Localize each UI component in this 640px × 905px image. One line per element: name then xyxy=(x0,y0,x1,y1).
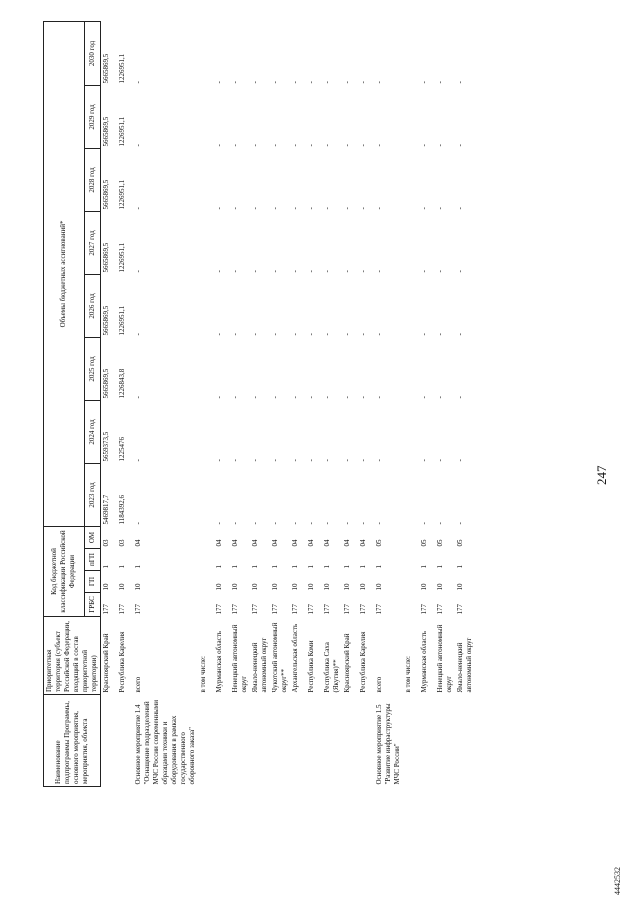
cell-code: 04 xyxy=(291,539,299,547)
cell-value: - xyxy=(134,81,142,84)
cell-value: - xyxy=(215,270,223,273)
cell-value: - xyxy=(271,207,279,210)
cell-value xyxy=(198,463,214,526)
cell-value xyxy=(403,148,419,211)
cell-code: 1 xyxy=(420,565,428,569)
cell-code: 10 xyxy=(134,583,142,591)
cell-territory: Ямало-ненецкий автономный округ xyxy=(251,637,268,693)
cell-value: - xyxy=(291,333,299,336)
cell-value: - xyxy=(359,207,367,210)
cell-value: - xyxy=(215,522,223,525)
cell-value: - xyxy=(134,333,142,336)
cell-code: 04 xyxy=(231,539,239,547)
cell-value: - xyxy=(456,522,464,525)
cell-value: - xyxy=(359,270,367,273)
cell-code: 04 xyxy=(271,539,279,547)
cell-code: 177 xyxy=(343,604,351,615)
cell-code: 05 xyxy=(456,539,464,547)
table-row xyxy=(133,21,198,786)
cell-program-name: Основное мероприятие 1.4 "Оснащение подразделений МЧС России современными образцами техники и оборудования в рамках государственного оборонного заказа" xyxy=(134,700,196,785)
table-row xyxy=(358,21,374,786)
cell-value: 1226951,1 xyxy=(118,116,126,147)
cell-territory: Республика Карелия xyxy=(118,631,126,693)
cell-value: 5665869,5 xyxy=(102,368,110,399)
table-row xyxy=(419,21,435,786)
cell-value xyxy=(198,211,214,274)
table-row xyxy=(270,21,290,786)
cell-code: 05 xyxy=(436,539,444,547)
cell-code: 04 xyxy=(215,539,223,547)
header-year-2024: 2024 год xyxy=(84,400,100,463)
cell-value: 5659373,5 xyxy=(102,431,110,462)
cell-value: - xyxy=(291,396,299,399)
cell-value: - xyxy=(375,270,383,273)
cell-program-name xyxy=(322,695,342,787)
cell-value: - xyxy=(215,81,223,84)
cell-value: - xyxy=(134,207,142,210)
table-row xyxy=(214,21,230,786)
cell-code: 177 xyxy=(251,604,259,615)
table-row xyxy=(403,21,419,786)
cell-value: - xyxy=(271,459,279,462)
cell-value: 5665869,5 xyxy=(102,116,110,147)
cell-value: 5469817,7 xyxy=(102,494,110,525)
header-name: Наименование подпрограммы Программы, основного мероприятия, мероприятия, объекта xyxy=(44,695,101,787)
cell-value: - xyxy=(307,459,315,462)
cell-value: - xyxy=(436,396,444,399)
cell-code: 10 xyxy=(343,583,351,591)
cell-code: 1 xyxy=(118,565,126,569)
cell-code: 10 xyxy=(375,583,383,591)
cell-code: 177 xyxy=(215,604,223,615)
cell-value xyxy=(403,274,419,337)
cell-program-name xyxy=(342,695,358,787)
table-row xyxy=(322,21,342,786)
cell-code: 177 xyxy=(118,604,126,615)
cell-value: - xyxy=(231,81,239,84)
header-year-2028: 2028 год xyxy=(84,148,100,211)
cell-value: - xyxy=(231,144,239,147)
cell-program-name xyxy=(455,695,475,787)
cell-code: 177 xyxy=(134,604,142,615)
cell-value: - xyxy=(456,270,464,273)
cell-code: 1 xyxy=(323,565,331,569)
cell-code: 10 xyxy=(307,583,315,591)
cell-value: - xyxy=(436,81,444,84)
cell-value xyxy=(198,337,214,400)
cell-value xyxy=(403,400,419,463)
cell-code: 03 xyxy=(118,539,126,547)
header-budget-volume: Объемы бюджетных ассигнований* xyxy=(44,21,85,526)
cell-value xyxy=(403,21,419,85)
cell-code: 177 xyxy=(323,604,331,615)
cell-value: - xyxy=(251,270,259,273)
cell-territory: Республика Карелия xyxy=(359,631,367,693)
table-row xyxy=(250,21,270,786)
cell-value: - xyxy=(456,396,464,399)
cell-value: 5665869,5 xyxy=(102,305,110,336)
header-year-2026: 2026 год xyxy=(84,274,100,337)
cell-value: - xyxy=(215,144,223,147)
cell-territory: Республика Саха (Якутия)** xyxy=(323,642,340,693)
cell-code: 10 xyxy=(323,583,331,591)
cell-value xyxy=(403,463,419,526)
cell-value: - xyxy=(251,459,259,462)
header-year-2029: 2029 год xyxy=(84,85,100,148)
cell-code xyxy=(403,571,419,593)
cell-code: 1 xyxy=(436,565,444,569)
cell-territory: Ненецкий автономный округ xyxy=(231,624,248,693)
cell-value: 1225476 xyxy=(118,436,126,462)
cell-value: - xyxy=(375,207,383,210)
cell-value: 1226951,1 xyxy=(118,242,126,273)
cell-code: 04 xyxy=(134,539,142,547)
cell-value: - xyxy=(307,144,315,147)
cell-value: - xyxy=(271,270,279,273)
table-row xyxy=(101,21,118,786)
cell-value: - xyxy=(231,207,239,210)
cell-value: - xyxy=(359,144,367,147)
cell-code: 04 xyxy=(323,539,331,547)
cell-program-name xyxy=(101,695,118,787)
cell-value: - xyxy=(436,459,444,462)
cell-code: 10 xyxy=(359,583,367,591)
header-grbs: ГРБС xyxy=(84,593,100,617)
cell-value: - xyxy=(343,459,351,462)
cell-program-name xyxy=(435,695,455,787)
cell-value: - xyxy=(436,144,444,147)
cell-territory: в том числе: xyxy=(199,656,207,693)
cell-value: 5665869,5 xyxy=(102,53,110,84)
cell-value: - xyxy=(375,459,383,462)
cell-code: 10 xyxy=(102,583,110,591)
cell-value: - xyxy=(420,522,428,525)
cell-value: - xyxy=(323,207,331,210)
cell-value: - xyxy=(436,522,444,525)
cell-code: 177 xyxy=(436,604,444,615)
cell-value: - xyxy=(359,333,367,336)
cell-code: 177 xyxy=(291,604,299,615)
cell-code: 1 xyxy=(359,565,367,569)
cell-value: - xyxy=(291,81,299,84)
cell-value: - xyxy=(291,144,299,147)
cell-value: - xyxy=(134,459,142,462)
cell-code: 04 xyxy=(251,539,259,547)
header-om: ОМ xyxy=(84,526,100,548)
cell-code xyxy=(198,593,214,617)
cell-value: - xyxy=(456,459,464,462)
cell-value: - xyxy=(291,459,299,462)
table-body xyxy=(101,21,476,786)
cell-value: 1226951,1 xyxy=(118,179,126,210)
table-row xyxy=(117,21,133,786)
cell-program-name xyxy=(403,695,419,787)
cell-value: - xyxy=(343,522,351,525)
cell-value: - xyxy=(291,207,299,210)
table-row xyxy=(342,21,358,786)
cell-code: 1 xyxy=(102,565,110,569)
cell-value: - xyxy=(307,81,315,84)
cell-value: 1226951,1 xyxy=(118,305,126,336)
cell-code xyxy=(403,593,419,617)
page-number: 247 xyxy=(594,465,609,485)
header-territory: Приоритетная территория (субъект Российской Федерации, входящий в состав приоритетной территории) xyxy=(44,617,101,695)
cell-territory: в том числе: xyxy=(404,656,412,693)
cell-value: - xyxy=(420,333,428,336)
budget-table xyxy=(43,21,475,787)
cell-territory: Республика Коми xyxy=(307,640,315,693)
table-row xyxy=(230,21,250,786)
cell-value: - xyxy=(343,333,351,336)
header-year-2025: 2025 год xyxy=(84,337,100,400)
cell-value: - xyxy=(323,396,331,399)
cell-program-name xyxy=(358,695,374,787)
cell-code: 04 xyxy=(307,539,315,547)
cell-value: - xyxy=(323,459,331,462)
cell-value: - xyxy=(231,396,239,399)
cell-code: 10 xyxy=(271,583,279,591)
cell-value: - xyxy=(456,333,464,336)
cell-value: - xyxy=(420,81,428,84)
cell-value: 1226951,1 xyxy=(118,53,126,84)
cell-code: 177 xyxy=(102,604,110,615)
cell-value: 1226843,8 xyxy=(118,368,126,399)
cell-value: - xyxy=(307,522,315,525)
header-pgp: пГП xyxy=(84,549,100,571)
cell-value: - xyxy=(359,396,367,399)
cell-value: - xyxy=(215,396,223,399)
cell-value: - xyxy=(420,396,428,399)
cell-territory: Мурманская область xyxy=(215,630,223,693)
cell-value xyxy=(403,337,419,400)
cell-value: - xyxy=(271,396,279,399)
cell-code: 177 xyxy=(231,604,239,615)
cell-value: - xyxy=(375,333,383,336)
cell-value: - xyxy=(359,522,367,525)
cell-value xyxy=(198,148,214,211)
cell-code: 04 xyxy=(359,539,367,547)
cell-value xyxy=(403,85,419,148)
cell-program-name xyxy=(117,695,133,787)
cell-value: - xyxy=(291,270,299,273)
cell-value: - xyxy=(436,207,444,210)
cell-code: 10 xyxy=(436,583,444,591)
cell-code: 10 xyxy=(251,583,259,591)
cell-value: - xyxy=(251,144,259,147)
cell-program-name xyxy=(214,695,230,787)
cell-code: 177 xyxy=(359,604,367,615)
cell-value: - xyxy=(436,270,444,273)
cell-value: - xyxy=(215,207,223,210)
cell-code: 1 xyxy=(271,565,279,569)
cell-value: - xyxy=(231,522,239,525)
cell-value xyxy=(198,85,214,148)
cell-value: - xyxy=(251,207,259,210)
cell-value: - xyxy=(343,270,351,273)
cell-program-name xyxy=(270,695,290,787)
cell-code: 10 xyxy=(118,583,126,591)
cell-value: - xyxy=(359,81,367,84)
table-row xyxy=(455,21,475,786)
cell-territory: Архангельская область xyxy=(291,623,299,693)
cell-program-name xyxy=(250,695,270,787)
cell-value: - xyxy=(307,396,315,399)
cell-value: - xyxy=(231,333,239,336)
cell-value xyxy=(198,274,214,337)
cell-value: - xyxy=(251,81,259,84)
cell-value: - xyxy=(307,333,315,336)
cell-value: - xyxy=(134,144,142,147)
cell-code xyxy=(403,526,419,548)
table-row xyxy=(198,21,214,786)
cell-code: 10 xyxy=(215,583,223,591)
cell-territory: Ямало-ненецкий автономный округ xyxy=(456,637,473,693)
cell-value: - xyxy=(436,333,444,336)
cell-code: 1 xyxy=(291,565,299,569)
cell-code: 177 xyxy=(307,604,315,615)
cell-code: 10 xyxy=(420,583,428,591)
cell-value xyxy=(198,21,214,85)
cell-code: 10 xyxy=(291,583,299,591)
header-year-2030: 2030 год xyxy=(84,21,100,85)
cell-value: - xyxy=(251,522,259,525)
cell-program-name xyxy=(198,695,214,787)
cell-code: 177 xyxy=(375,604,383,615)
cell-territory: Красноярский Край xyxy=(102,633,110,693)
cell-value: - xyxy=(456,81,464,84)
cell-value: - xyxy=(271,522,279,525)
cell-code: 1 xyxy=(375,565,383,569)
cell-value xyxy=(403,211,419,274)
cell-value: - xyxy=(134,522,142,525)
cell-value: - xyxy=(307,207,315,210)
cell-value: 5665869,5 xyxy=(102,179,110,210)
cell-program-name xyxy=(230,695,250,787)
table-row xyxy=(306,21,322,786)
cell-territory: Чукотский автономный округ** xyxy=(271,622,288,693)
cell-value: - xyxy=(323,522,331,525)
cell-value: - xyxy=(420,459,428,462)
cell-value: - xyxy=(343,207,351,210)
cell-value: - xyxy=(375,81,383,84)
cell-code: 03 xyxy=(102,539,110,547)
cell-code: 1 xyxy=(251,565,259,569)
cell-code: 177 xyxy=(271,604,279,615)
header-year-2027: 2027 год xyxy=(84,211,100,274)
cell-value: - xyxy=(215,333,223,336)
cell-value: - xyxy=(323,333,331,336)
document-code: 4442532 xyxy=(613,867,622,895)
cell-code xyxy=(198,549,214,571)
cell-value: - xyxy=(251,396,259,399)
cell-territory: Красноярский Край xyxy=(343,633,351,693)
cell-value: - xyxy=(359,459,367,462)
cell-code: 04 xyxy=(343,539,351,547)
cell-value: - xyxy=(375,144,383,147)
cell-code: 1 xyxy=(456,565,464,569)
cell-value: - xyxy=(420,270,428,273)
cell-code xyxy=(198,571,214,593)
cell-value: - xyxy=(231,270,239,273)
cell-value: - xyxy=(420,144,428,147)
cell-program-name: Основное мероприятие 1.5 "Развитие инфраструктуры МЧС России" xyxy=(375,703,401,785)
cell-code: 10 xyxy=(456,583,464,591)
cell-value: - xyxy=(343,81,351,84)
cell-value: - xyxy=(251,333,259,336)
cell-program-name xyxy=(419,695,435,787)
header-year-2023: 2023 год xyxy=(84,463,100,526)
cell-territory: всего xyxy=(134,676,142,693)
cell-program-name xyxy=(306,695,322,787)
cell-code: 1 xyxy=(231,565,239,569)
cell-territory: всего xyxy=(375,676,383,693)
cell-value: - xyxy=(323,270,331,273)
cell-value: - xyxy=(323,81,331,84)
cell-code: 05 xyxy=(375,539,383,547)
cell-code: 05 xyxy=(420,539,428,547)
table-row xyxy=(435,21,455,786)
cell-code xyxy=(198,526,214,548)
cell-value: - xyxy=(215,459,223,462)
cell-value: - xyxy=(271,144,279,147)
cell-value: 5665869,5 xyxy=(102,242,110,273)
table-row xyxy=(290,21,306,786)
cell-value: - xyxy=(420,207,428,210)
cell-code: 177 xyxy=(456,604,464,615)
cell-program-name xyxy=(290,695,306,787)
cell-territory: Мурманская область xyxy=(420,630,428,693)
cell-code: 1 xyxy=(134,565,142,569)
table-row xyxy=(374,21,403,786)
cell-value: - xyxy=(134,396,142,399)
cell-value: - xyxy=(343,396,351,399)
cell-value: - xyxy=(343,144,351,147)
cell-code: 10 xyxy=(231,583,239,591)
cell-value: - xyxy=(231,459,239,462)
cell-code: 177 xyxy=(420,604,428,615)
cell-value: - xyxy=(291,522,299,525)
cell-code: 1 xyxy=(307,565,315,569)
cell-value: - xyxy=(307,270,315,273)
cell-code xyxy=(403,549,419,571)
cell-code: 1 xyxy=(215,565,223,569)
header-budget-code: Код бюджетной классификации Российской Федерации xyxy=(44,526,85,616)
cell-code: 1 xyxy=(343,565,351,569)
cell-value: - xyxy=(271,333,279,336)
cell-territory: Ненецкий автономный округ xyxy=(436,624,453,693)
cell-value: - xyxy=(323,144,331,147)
cell-value: - xyxy=(134,270,142,273)
cell-value: - xyxy=(271,81,279,84)
cell-value: - xyxy=(456,207,464,210)
header-gp: ГП xyxy=(84,571,100,593)
cell-value: 1184392,6 xyxy=(118,494,126,525)
cell-value: - xyxy=(375,396,383,399)
cell-value xyxy=(198,400,214,463)
cell-value: - xyxy=(375,522,383,525)
cell-value: - xyxy=(456,144,464,147)
